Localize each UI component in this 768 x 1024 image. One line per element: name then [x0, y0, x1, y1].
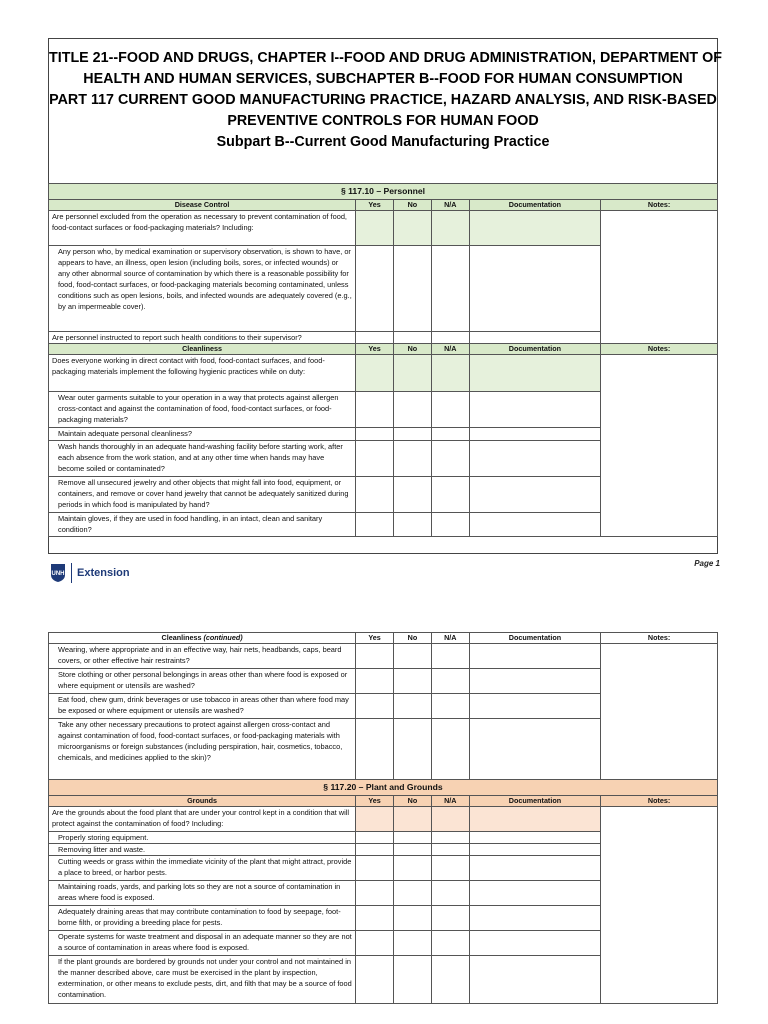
- na-cell[interactable]: [431, 881, 469, 906]
- yes-cell[interactable]: [356, 719, 394, 780]
- yes-cell[interactable]: [356, 428, 394, 441]
- na-cell[interactable]: [431, 694, 469, 719]
- question-text: Take any other necessary precautions to protect against allergen cross-contact and against contamination of food, food-contact surfaces, or food-packaging materials with microorganisms or foreign substances (including perspiration, hair, cosmetics, tobacco, chemicals, and medicines applied to the skin)?: [49, 719, 356, 780]
- cleanliness-grounds-table: [48, 632, 718, 1004]
- documentation-cell[interactable]: [469, 832, 600, 844]
- col-na: N/A: [431, 633, 469, 644]
- col-no: No: [394, 796, 432, 807]
- column-header-row: [49, 344, 718, 355]
- no-cell[interactable]: [393, 332, 431, 344]
- category-grounds: Grounds: [49, 796, 356, 807]
- question-text: Adequately draining areas that may contribute contamination to food by seepage, foot-borne filth, or providing a breeding place for pests.: [49, 906, 356, 931]
- no-cell[interactable]: [393, 428, 431, 441]
- yes-cell[interactable]: [356, 332, 394, 344]
- notes-cell[interactable]: [601, 355, 718, 537]
- na-cell[interactable]: [431, 477, 469, 513]
- col-na: N/A: [431, 796, 469, 807]
- yes-cell[interactable]: [356, 477, 394, 513]
- documentation-cell[interactable]: [469, 392, 600, 428]
- yes-cell[interactable]: [356, 881, 394, 906]
- question-text: Are personnel excluded from the operation as necessary to prevent contamination of food, food-contact surfaces or food-packaging materials? Including:: [49, 211, 356, 246]
- title-line-4: PREVENTIVE CONTROLS FOR HUMAN FOOD: [227, 113, 539, 129]
- table-row: [49, 807, 718, 832]
- na-cell[interactable]: [431, 441, 469, 477]
- notes-cell[interactable]: [601, 644, 718, 780]
- question-text: If the plant grounds are bordered by grounds not under your control and not maintained in the manner described above, care must be exercised in the plant by inspection, extermination, or other means to exclude pests, dirt, and filth that may be a source of food contamination.: [49, 956, 356, 1004]
- na-cell[interactable]: [431, 719, 469, 780]
- na-cell[interactable]: [431, 355, 469, 392]
- no-cell[interactable]: [393, 441, 431, 477]
- document-title: [49, 48, 722, 153]
- unh-shield-icon: [50, 563, 66, 583]
- yes-cell[interactable]: [356, 694, 394, 719]
- table-row: [49, 355, 718, 392]
- continued-note: (continued): [203, 633, 243, 642]
- yes-cell[interactable]: [356, 931, 394, 956]
- yes-cell[interactable]: [356, 513, 394, 537]
- documentation-cell[interactable]: [469, 355, 600, 392]
- yes-cell[interactable]: [356, 211, 394, 246]
- na-cell[interactable]: [431, 856, 469, 881]
- title-line-1: TITLE 21--FOOD AND DRUGS, CHAPTER I--FOOD AND DRUG ADMINISTRATION, DEPARTMENT OF: [49, 50, 722, 66]
- page-number: Page 1: [694, 559, 720, 568]
- no-cell[interactable]: [394, 694, 432, 719]
- yes-cell[interactable]: [356, 355, 394, 392]
- col-notes: Notes:: [601, 200, 718, 211]
- col-documentation: Documentation: [469, 344, 600, 355]
- question-text: Maintain gloves, if they are used in food handling, in an intact, clean and sanitary condition?: [49, 513, 356, 537]
- documentation-cell[interactable]: [469, 931, 600, 956]
- no-cell[interactable]: [394, 644, 432, 669]
- documentation-cell[interactable]: [469, 719, 600, 780]
- yes-cell[interactable]: [356, 856, 394, 881]
- question-text: Any person who, by medical examination or supervisory observation, is shown to have, or appears to have, an illness, open lesion (including boils, sores, or infected wounds) or any other abnormal source of contamination by which there is a reasonable possibility for food, food-contact surfaces, or food-packaging materials becoming contaminated, unless conditions such as open lesions, boils, and infected wounds are adequately covered (e.g., by an impermeable cover).: [49, 246, 356, 332]
- title-line-2: HEALTH AND HUMAN SERVICES, SUBCHAPTER B--FOOD FOR HUMAN CONSUMPTION: [83, 71, 683, 87]
- question-text: Store clothing or other personal belongings in areas other than where food is exposed or where equipment or utensils are washed?: [49, 669, 356, 694]
- yes-cell[interactable]: [356, 956, 394, 1004]
- col-documentation: Documentation: [469, 633, 600, 644]
- documentation-cell[interactable]: [469, 881, 600, 906]
- col-yes: Yes: [356, 796, 394, 807]
- notes-cell[interactable]: [601, 211, 718, 344]
- category-label: Cleanliness: [161, 633, 202, 642]
- no-cell[interactable]: [394, 906, 432, 931]
- no-cell[interactable]: [393, 355, 431, 392]
- question-text: Wear outer garments suitable to your operation in a way that protects against allergen cross-contact and against the contamination of food, food-contact surfaces, or food-packaging materials?: [49, 392, 356, 428]
- question-text: Removing litter and waste.: [49, 844, 356, 856]
- no-cell[interactable]: [394, 669, 432, 694]
- no-cell[interactable]: [394, 844, 432, 856]
- no-cell[interactable]: [394, 956, 432, 1004]
- question-text: Operate systems for waste treatment and disposal in an adequate manner so they are not a source of contamination in areas where food is exposed.: [49, 931, 356, 956]
- no-cell[interactable]: [394, 807, 432, 832]
- question-text: Are the grounds about the food plant that are under your control kept in a condition that will protect against the contamination of food? Including:: [49, 807, 356, 832]
- yes-cell[interactable]: [356, 246, 394, 332]
- question-text: Wash hands thoroughly in an adequate hand-washing facility before starting work, after each absence from the work station, and at any other time when hands may have become soiled or contaminated?: [49, 441, 356, 477]
- yes-cell[interactable]: [356, 807, 394, 832]
- col-documentation: Documentation: [469, 796, 600, 807]
- footer-logo: [50, 562, 130, 584]
- na-cell[interactable]: [431, 669, 469, 694]
- table-row: [49, 211, 718, 246]
- na-cell[interactable]: [431, 211, 469, 246]
- no-cell[interactable]: [393, 211, 431, 246]
- documentation-cell[interactable]: [469, 906, 600, 931]
- personnel-checklist-table: [48, 183, 718, 537]
- yes-cell[interactable]: [356, 392, 394, 428]
- na-cell[interactable]: [431, 332, 469, 344]
- yes-cell[interactable]: [356, 906, 394, 931]
- no-cell[interactable]: [394, 856, 432, 881]
- extension-logo-text: Extension: [77, 567, 130, 579]
- documentation-cell[interactable]: [469, 428, 600, 441]
- col-na: N/A: [431, 200, 469, 211]
- category-disease-control: Disease Control: [49, 200, 356, 211]
- documentation-cell[interactable]: [469, 441, 600, 477]
- no-cell[interactable]: [393, 246, 431, 332]
- question-text: Maintaining roads, yards, and parking lots so they are not a source of contamination in areas where food is exposed.: [49, 881, 356, 906]
- question-text: Cutting weeds or grass within the immediate vicinity of the plant that might attract, provide a place to breed, or harbor pests.: [49, 856, 356, 881]
- no-cell[interactable]: [393, 513, 431, 537]
- na-cell[interactable]: [431, 428, 469, 441]
- col-yes: Yes: [356, 633, 394, 644]
- question-text: Remove all unsecured jewelry and other objects that might fall into food, equipment, or containers, and remove or cover hand jewelry that cannot be adequately sanitized during periods in which food is manipulated by hand?: [49, 477, 356, 513]
- no-cell[interactable]: [394, 931, 432, 956]
- section-title: § 117.10 – Personnel: [49, 184, 718, 200]
- yes-cell[interactable]: [356, 832, 394, 844]
- na-cell[interactable]: [431, 956, 469, 1004]
- column-header-row: [49, 796, 718, 807]
- col-na: N/A: [431, 344, 469, 355]
- na-cell[interactable]: [431, 513, 469, 537]
- no-cell[interactable]: [393, 392, 431, 428]
- title-line-3: PART 117 CURRENT GOOD MANUFACTURING PRACTICE, HAZARD ANALYSIS, AND RISK-BASED: [49, 92, 717, 108]
- na-cell[interactable]: [431, 392, 469, 428]
- documentation-cell[interactable]: [469, 211, 600, 246]
- logo-divider: [71, 563, 72, 583]
- question-text: Does everyone working in direct contact with food, food-contact surfaces, and food-packaging materials implement the following hygienic practices while on duty:: [49, 355, 356, 392]
- na-cell[interactable]: [431, 807, 469, 832]
- notes-cell[interactable]: [601, 807, 718, 1004]
- yes-cell[interactable]: [356, 669, 394, 694]
- section-header-plant-grounds: [49, 780, 718, 796]
- col-no: No: [394, 633, 432, 644]
- documentation-cell[interactable]: [469, 513, 600, 537]
- col-yes: Yes: [356, 200, 394, 211]
- col-no: No: [393, 344, 431, 355]
- column-header-row: [49, 633, 718, 644]
- na-cell[interactable]: [431, 844, 469, 856]
- question-text: Maintain adequate personal cleanliness?: [49, 428, 356, 441]
- na-cell[interactable]: [431, 906, 469, 931]
- no-cell[interactable]: [394, 832, 432, 844]
- no-cell[interactable]: [394, 719, 432, 780]
- no-cell[interactable]: [393, 477, 431, 513]
- question-text: Eat food, chew gum, drink beverages or use tobacco in areas other than where food may be exposed or where equipment or utensils are washed?: [49, 694, 356, 719]
- section-title: § 117.20 – Plant and Grounds: [49, 780, 718, 796]
- documentation-cell[interactable]: [469, 807, 600, 832]
- documentation-cell[interactable]: [469, 332, 600, 344]
- documentation-cell[interactable]: [469, 844, 600, 856]
- documentation-cell[interactable]: [469, 669, 600, 694]
- question-text: Wearing, where appropriate and in an effective way, hair nets, headbands, caps, beard covers, or other effective hair restraints?: [49, 644, 356, 669]
- yes-cell[interactable]: [356, 644, 394, 669]
- yes-cell[interactable]: [356, 844, 394, 856]
- table-row: [49, 644, 718, 669]
- col-notes: Notes:: [601, 633, 718, 644]
- yes-cell[interactable]: [356, 441, 394, 477]
- na-cell[interactable]: [431, 246, 469, 332]
- documentation-cell[interactable]: [469, 477, 600, 513]
- col-no: No: [393, 200, 431, 211]
- svg-text:UNH: UNH: [51, 571, 65, 577]
- no-cell[interactable]: [394, 881, 432, 906]
- question-text: Are personnel instructed to report such health conditions to their supervisor?: [49, 332, 356, 344]
- documentation-cell[interactable]: [469, 246, 600, 332]
- question-text: Properly storing equipment.: [49, 832, 356, 844]
- category-cleanliness-continued: [49, 633, 356, 644]
- column-header-row: [49, 200, 718, 211]
- na-cell[interactable]: [431, 832, 469, 844]
- documentation-cell[interactable]: [469, 856, 600, 881]
- col-notes: Notes:: [601, 344, 718, 355]
- col-documentation: Documentation: [469, 200, 600, 211]
- col-notes: Notes:: [601, 796, 718, 807]
- title-subpart: Subpart B--Current Good Manufacturing Practice: [216, 134, 550, 150]
- col-yes: Yes: [356, 344, 394, 355]
- documentation-cell[interactable]: [469, 694, 600, 719]
- na-cell[interactable]: [431, 931, 469, 956]
- na-cell[interactable]: [431, 644, 469, 669]
- section-header-personnel: [49, 184, 718, 200]
- documentation-cell[interactable]: [469, 956, 600, 1004]
- category-cleanliness: Cleanliness: [49, 344, 356, 355]
- documentation-cell[interactable]: [469, 644, 600, 669]
